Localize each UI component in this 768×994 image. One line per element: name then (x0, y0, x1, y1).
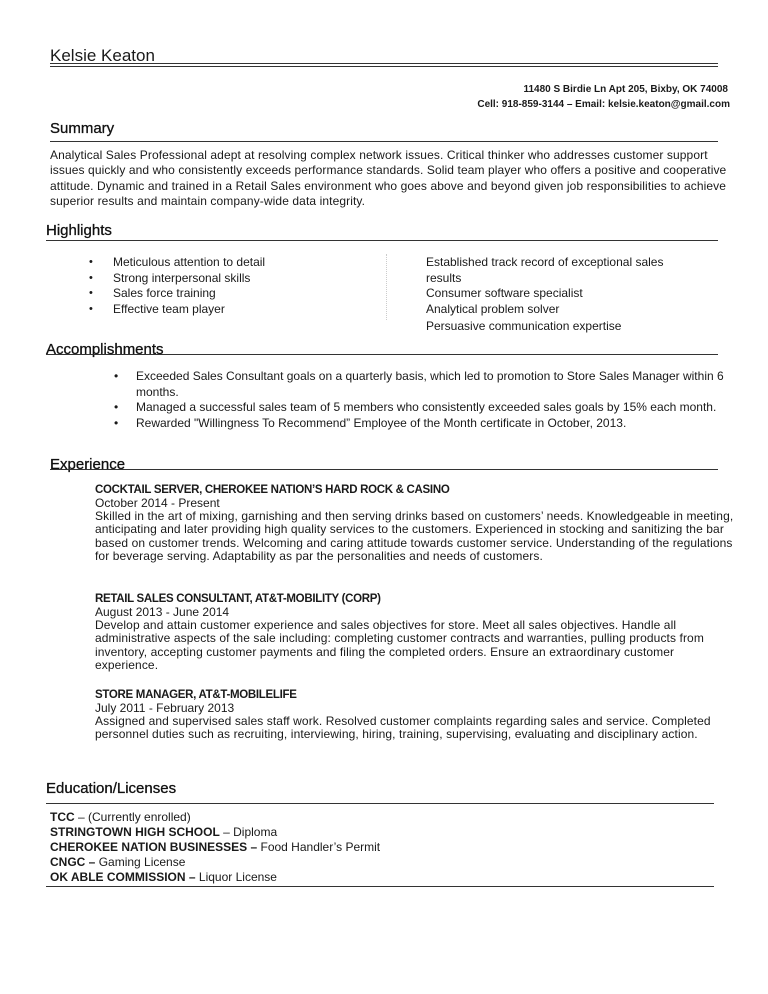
accomplishment-item: • Exceeded Sales Consultant goals on a quarterly basis, which led to promotion to Store Sales Manager within 6 months. (114, 369, 728, 400)
education-name: TCC (50, 810, 75, 824)
job-title: RETAIL SALES CONSULTANT, AT&T-MOBILITY (CORP) (95, 593, 381, 605)
education-name: STRINGTOWN HIGH SCHOOL (50, 825, 220, 839)
education-heading: Education/Licenses (46, 780, 177, 797)
candidate-name: Kelsie Keaton (50, 46, 155, 65)
education-item (50, 855, 710, 870)
highlight-item: • Sales force training (89, 286, 379, 302)
education-detail: Gaming License (98, 855, 186, 869)
job-description: Skilled in the art of mixing, garnishing and then serving drinks based on customers’ needs. Knowledgeable in meeting, anticipating and later providing high quality services to the customers. Experienced in stocking and sanitizing the bar based on customer trends. Welcoming and caring attitude towards customer service. Understanding of the regulations for beverage serving. Adaptability as par the personalities and needs of customers. (95, 509, 734, 564)
education-name: OK ABLE COMMISSION – (50, 870, 196, 884)
highlight-item: • Meticulous attention to detail (89, 255, 379, 271)
education-detail: Food Handler’s Permit (260, 840, 381, 854)
job-title: COCKTAIL SERVER, CHEROKEE NATION’S HARD ROCK & CASINO (95, 484, 450, 496)
education-item (50, 840, 710, 855)
education-item (50, 810, 710, 825)
highlight-item: Analytical problem solver (426, 302, 560, 317)
contact-line: Cell: 918-859-3144 – Email: kelsie.keaton@gmail.com (477, 99, 730, 110)
summary-text: Analytical Sales Professional adept at resolving complex network issues. Critical thinker who addresses customer support issues quickly and who consistently exceeds performance standards. Solid team player who offers a positive and cooperative attitude. Dynamic and trained in a Retail Sales environment who goes above and beyond given job responsibilities to achieve superior results and maintain company-wide data integrity. (50, 148, 727, 208)
job-dates: August 2013 - June 2014 (95, 605, 230, 619)
address: 11480 S Birdie Ln Apt 205, Bixby, OK 74008 (523, 84, 728, 95)
education-detail: Liquor License (198, 870, 277, 884)
header-rule-top (50, 63, 718, 64)
job-title: STORE MANAGER, AT&T-MOBILELIFE (95, 689, 297, 701)
highlight-item: Established track record of exceptional sales results (426, 255, 664, 285)
highlight-item: • Effective team player (89, 302, 379, 318)
education-detail: (Currently enrolled) (88, 810, 191, 824)
job-description: Assigned and supervised sales staff work. Resolved customer complaints regarding sales and service. Completed personnel duties such as recruiting, interviewing, hiring, training, supervising, evaluating and disciplinary action. (95, 714, 711, 742)
summary-rule (50, 141, 718, 142)
education-separator: – (219, 825, 234, 839)
education-list (50, 810, 710, 885)
highlight-item: • Strong interpersonal skills (89, 271, 379, 287)
accomplishment-item: • Rewarded "Willingness To Recommend” Employee of the Month certificate in October, 2013. (114, 416, 728, 432)
accomplishments-heading: Accomplishments (46, 341, 164, 358)
job-description: Develop and attain customer experience and sales objectives for store. Meet all sales objectives. Handle all administrative aspects of the sale including: completing customer contracts and warranties, pulling products from inventory, accepting customer payments and filing the completed orders. Ensure an extraordinary customer experience. (95, 618, 704, 673)
highlight-item: Consumer software specialist (426, 286, 583, 301)
education-detail: Diploma (233, 825, 278, 839)
highlights-left-list (89, 255, 379, 317)
highlights-heading: Highlights (46, 222, 112, 239)
education-name: CHEROKEE NATION BUSINESSES – (50, 840, 258, 854)
experience-rule (50, 469, 718, 470)
highlights-divider (386, 254, 387, 320)
education-bottom-rule (46, 886, 714, 887)
highlight-item: Persuasive communication expertise (426, 318, 622, 333)
job-entry (95, 484, 740, 564)
accomplishments-rule (46, 354, 718, 355)
accomplishment-item: • Managed a successful sales team of 5 members who consistently exceeded sales goals by 15% each month. (114, 400, 728, 416)
highlights-right-list (426, 255, 696, 335)
experience-heading: Experience (50, 456, 126, 473)
education-rule (46, 803, 714, 804)
header-rule-bottom (50, 66, 718, 67)
accomplishments-list (114, 369, 728, 431)
job-dates: July 2011 - February 2013 (95, 701, 235, 715)
job-dates: October 2014 - Present (95, 496, 220, 510)
job-entry (95, 689, 740, 742)
summary-heading: Summary (50, 120, 115, 137)
education-item (50, 825, 710, 840)
highlights-rule (46, 240, 718, 241)
job-entry (95, 593, 740, 673)
education-name: CNGC – (50, 855, 96, 869)
education-item (50, 870, 710, 885)
education-separator: – (74, 810, 89, 824)
